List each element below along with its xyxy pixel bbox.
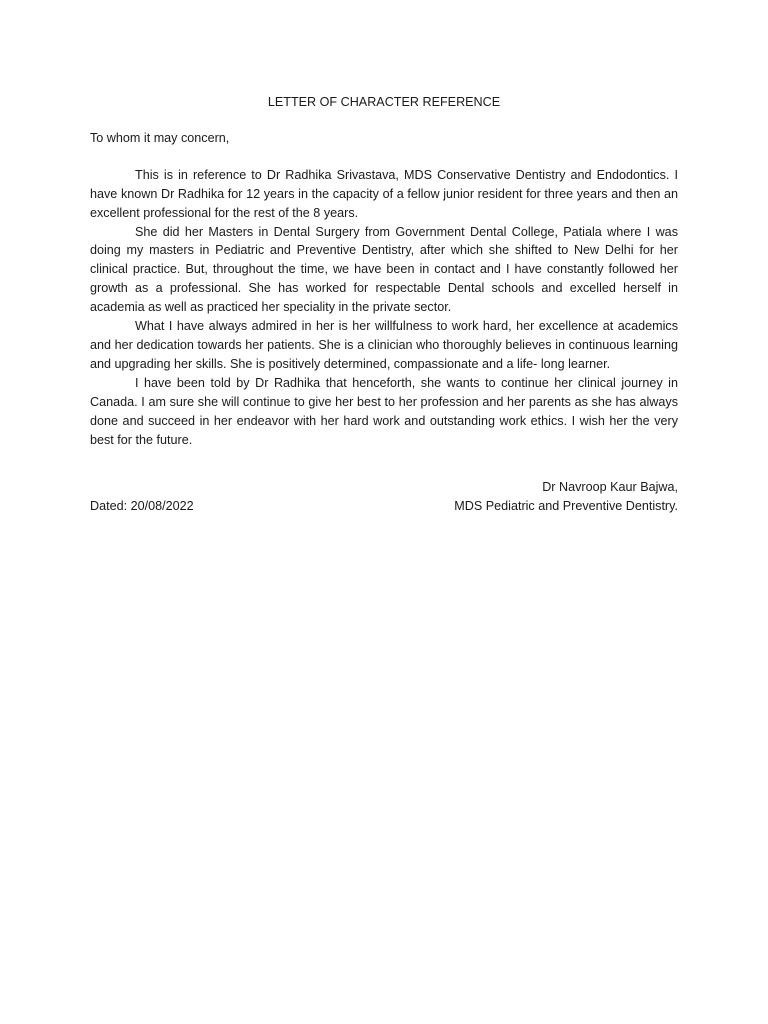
reference-letter	[90, 93, 678, 516]
letter-paragraph-2: She did her Masters in Dental Surgery from Government Dental College, Patiala where I was doing my masters in Pediatric and Preventive Dentistry, after which she shifted to New Delhi for her clinical practice. But, throughout the time, we have been in contact and I have constantly followed her growth as a professional. She has worked for respectable Dental schools and excelled herself in academia as well as practiced her speciality in the private sector.	[90, 224, 678, 315]
letter-closing	[90, 478, 678, 516]
letter-salutation: To whom it may concern,	[90, 130, 230, 145]
signatory-name: Dr Navroop Kaur Bajwa,	[542, 480, 678, 495]
letter-title: LETTER OF CHARACTER REFERENCE	[267, 95, 501, 109]
letter-paragraph-1: This is in reference to Dr Radhika Srivastava, MDS Conservative Dentistry and Endodontics. I have known Dr Radhika for 12 years in the capacity of a fellow junior resident for three years and then an excellent professional for the rest of the 8 years.	[90, 167, 678, 220]
letter-date: Dated: 20/08/2022	[90, 499, 194, 514]
signatory-title: MDS Pediatric and Preventive Dentistry.	[454, 499, 678, 514]
letter-paragraph-3: What I have always admired in her is her willfulness to work hard, her excellence at academics and her dedication towards her patients. She is a clinician who thoroughly believes in continuous learning and upgrading her skills. She is positively determined, compassionate and a life- long learner.	[90, 319, 678, 371]
letter-paragraph-4: I have been told by Dr Radhika that henceforth, she wants to continue her clinical journey in Canada. I am sure she will continue to give her best to her profession and her parents as she has always done and succeed in her endeavor with her hard work and outstanding work ethics. I wish her the very best for the future.	[90, 375, 678, 447]
